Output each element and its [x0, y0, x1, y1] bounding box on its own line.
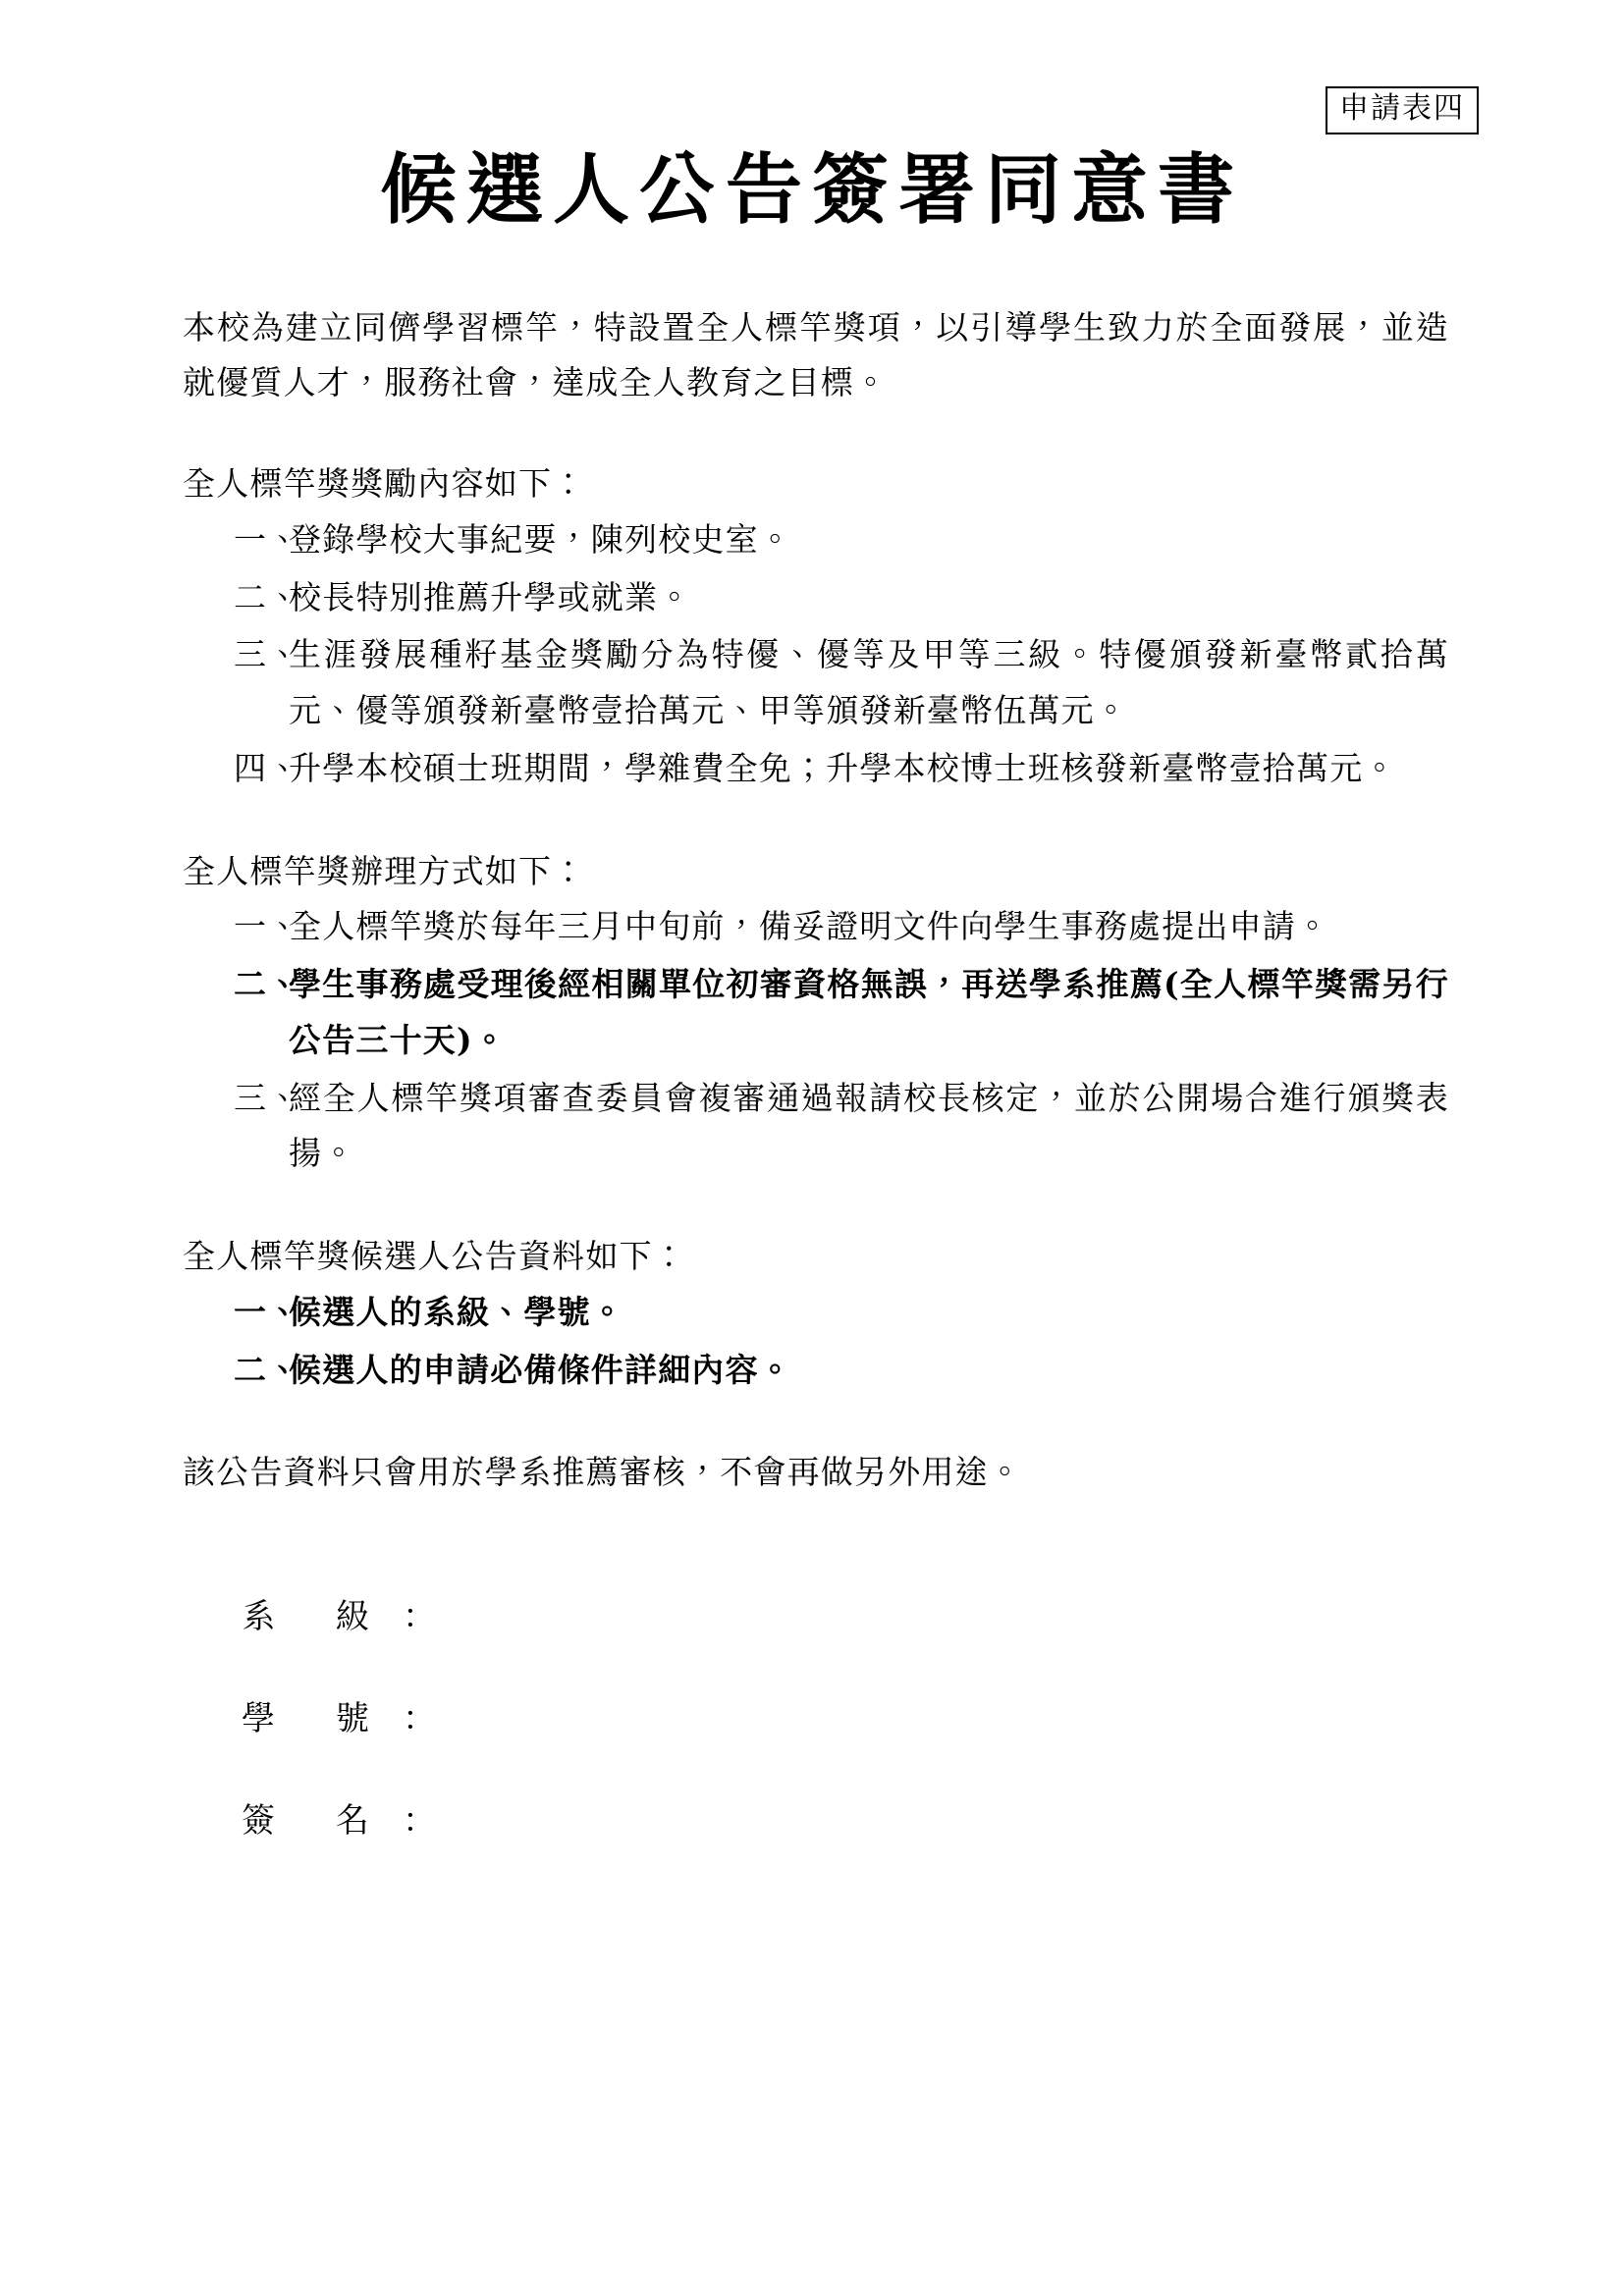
signature-input-name[interactable] [438, 1821, 1449, 1822]
list-text: 登錄學校大事紀要，陳列校史室。 [289, 519, 792, 559]
list-text: 全人標竿獎於每年三月中旬前，備妥證明文件向學生事務處提出申請。 [289, 907, 1330, 946]
list-item [183, 899, 1449, 955]
signature-label: 學 號 [242, 1698, 383, 1738]
spacer [183, 799, 1449, 844]
spacer [183, 411, 1449, 456]
list-marker: 二、 [234, 1350, 300, 1389]
list-item [183, 512, 1449, 568]
list-text: 學生事務處受理後經相關單位初審資格無誤，再送學系推薦(全人標竿獎需另行公告三十天)。 [289, 965, 1449, 1059]
list-text: 候選人的系級、學號。 [289, 1292, 624, 1331]
signature-input-class[interactable] [438, 1617, 1449, 1618]
list-item [183, 957, 1449, 1069]
closing-paragraph: 該公告資料只會用於學系推薦審核，不會再做另外用途。 [183, 1453, 1022, 1492]
list-text: 校長特別推薦升學或就業。 [289, 577, 692, 616]
signature-label: 系 級 [242, 1596, 383, 1636]
section1-list [183, 512, 1449, 797]
section3-list [183, 1285, 1449, 1399]
signature-field-student-id [242, 1668, 1449, 1770]
list-marker: 一、 [234, 907, 300, 946]
spacer [183, 1400, 1449, 1445]
section1-heading: 全人標竿獎獎勵內容如下： [183, 464, 586, 504]
document-body [175, 236, 1449, 1873]
signature-input-student-id[interactable] [438, 1719, 1449, 1720]
signature-field-name [242, 1770, 1449, 1872]
signature-colon: ： [403, 1698, 438, 1738]
list-item [183, 570, 1449, 626]
list-item [183, 1343, 1449, 1399]
section3-heading: 全人標竿獎候選人公告資料如下： [183, 1237, 686, 1276]
list-marker: 一、 [234, 1292, 300, 1331]
signature-colon: ： [403, 1596, 438, 1636]
signature-label: 簽 名 [242, 1800, 383, 1841]
intro-paragraph: 本校為建立同儕學習標竿，特設置全人標竿獎項，以引導學生致力於全面發展，並造就優質人才，服務社會，達成全人教育之目標。 [183, 307, 1449, 402]
section2-list [183, 899, 1449, 1182]
list-item [183, 1285, 1449, 1341]
list-item [183, 627, 1449, 739]
section2-heading: 全人標竿獎辦理方式如下： [183, 851, 586, 890]
page-title: 候選人公告簽署同意書 [379, 146, 1244, 235]
list-marker: 三、 [234, 635, 300, 674]
list-marker: 三、 [234, 1078, 300, 1117]
list-text: 升學本校碩士班期間，學雜費全免；升學本校博士班核發新臺幣壹拾萬元。 [289, 748, 1397, 787]
list-text: 生涯發展種籽基金獎勵分為特優、優等及甲等三級。特優頒發新臺幣貳拾萬元、優等頒發新臺幣壹拾萬元、甲等頒發新臺幣伍萬元。 [289, 635, 1449, 730]
list-marker: 二、 [234, 965, 300, 1004]
signature-colon: ： [403, 1800, 438, 1841]
signature-field-class [242, 1566, 1449, 1668]
list-marker: 四、 [234, 748, 300, 787]
form-number-tag: 申請表四 [1326, 86, 1479, 134]
list-item [183, 741, 1449, 797]
list-marker: 二、 [234, 577, 300, 616]
spacer [183, 1184, 1449, 1229]
list-item [183, 1071, 1449, 1183]
signature-block [183, 1566, 1449, 1872]
list-text: 候選人的申請必備條件詳細內容。 [289, 1350, 792, 1389]
list-marker: 一、 [234, 519, 300, 559]
list-text: 經全人標竿獎項審查委員會複審通過報請校長核定，並於公開場合進行頒獎表揚。 [289, 1078, 1449, 1173]
